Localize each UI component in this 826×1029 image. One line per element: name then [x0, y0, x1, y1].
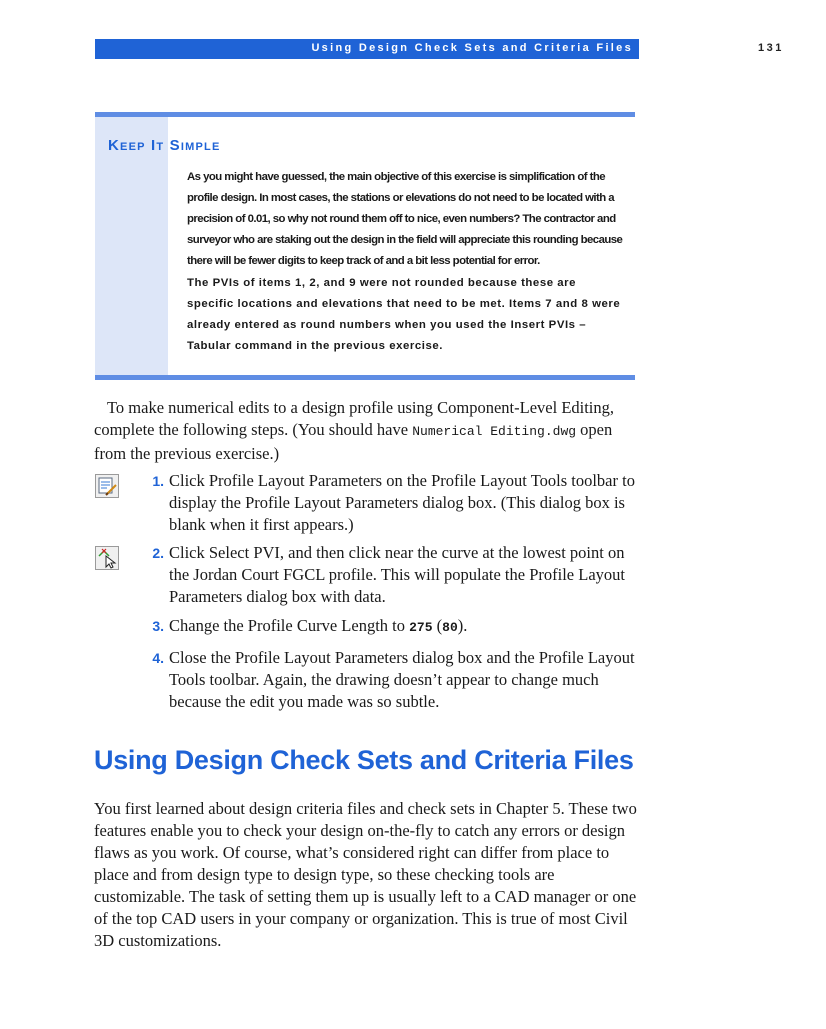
step-text: Click Profile Layout Parameters on the Profile Layout Tools toolbar to display the Profile Layout Parameters dialog box. (This dialog box is blank when it first appears.)	[169, 471, 635, 534]
running-header-bar	[95, 39, 639, 59]
step-text: Close the Profile Layout Parameters dialog box and the Profile Layout Tools toolbar. Again, the drawing doesn’t appear to change much because the edit you made was so subtle.	[169, 648, 635, 711]
step-number: 4.	[152, 650, 164, 666]
step-text: Click Select PVI, and then click near the curve at the lowest point on the Jordan Court FGCL profile. This will populate the Profile Layout Parameters dialog box with data.	[169, 543, 625, 606]
section-paragraph: You first learned about design criteria files and check sets in Chapter 5. These two features enable you to check your design on-the-fly to catch any errors or design flaws as you work. Of course, what’s considered right can differ from place to place and from design type to design type, so these checking tools are customizable. The task of setting them up is usually left to a CAD manager or one of the top CAD users in your company or organization. This is true of most Civil 3D customizations.	[94, 799, 637, 950]
keep-it-simple-sidebar	[95, 112, 635, 380]
step-text	[169, 615, 639, 639]
intro-text-start: To make numerical edits to a design profile using Component-Level Editing, complete the following steps. (You should have	[94, 398, 615, 439]
intro-text-end: open from the previous exercise.)	[94, 420, 613, 463]
sidebar-title: Keep It Simple	[108, 137, 221, 154]
step-number: 1.	[152, 473, 164, 489]
sidebar-paragraph-1: As you might have guessed, the main objective of this exercise is simplification of the profile design. In most cases, the stations or elevations do not need to be located with a precision of 0.01, so why not round them off to nice, even numbers? The contractor and surveyor who are staking out the design in the field will appreciate this rounding because there will be fewer digits to keep track of and a bit less potential for error.	[187, 171, 623, 267]
profile-layout-parameters-icon	[95, 474, 119, 498]
step-number: 2.	[152, 545, 164, 561]
step-3-text-end: ).	[457, 616, 468, 635]
step-3-text-mid: (	[432, 616, 443, 635]
page-number: 131	[758, 42, 784, 54]
running-header-title: Using Design Check Sets and Criteria Files	[311, 42, 633, 54]
step-3-text-start: Change the Profile Curve Length to	[169, 616, 410, 635]
intro-paragraph	[94, 397, 639, 465]
drawing-filename: Numerical Editing.dwg	[412, 424, 577, 439]
sidebar-paragraph-2: The PVIs of items 1, 2, and 9 were not rounded because these are specific locations and elevations that need to be met. Items 7 and 8 were already entered as round numbers when you used the Insert PVIs – Tabular command in the previous exercise.	[187, 277, 621, 352]
curve-length-value: 275	[409, 620, 433, 635]
section-heading: Using Design Check Sets and Criteria Files	[94, 745, 634, 775]
curve-length-metric-value: 80	[442, 620, 458, 635]
step-number: 3.	[152, 618, 164, 634]
select-pvi-icon	[95, 546, 119, 570]
